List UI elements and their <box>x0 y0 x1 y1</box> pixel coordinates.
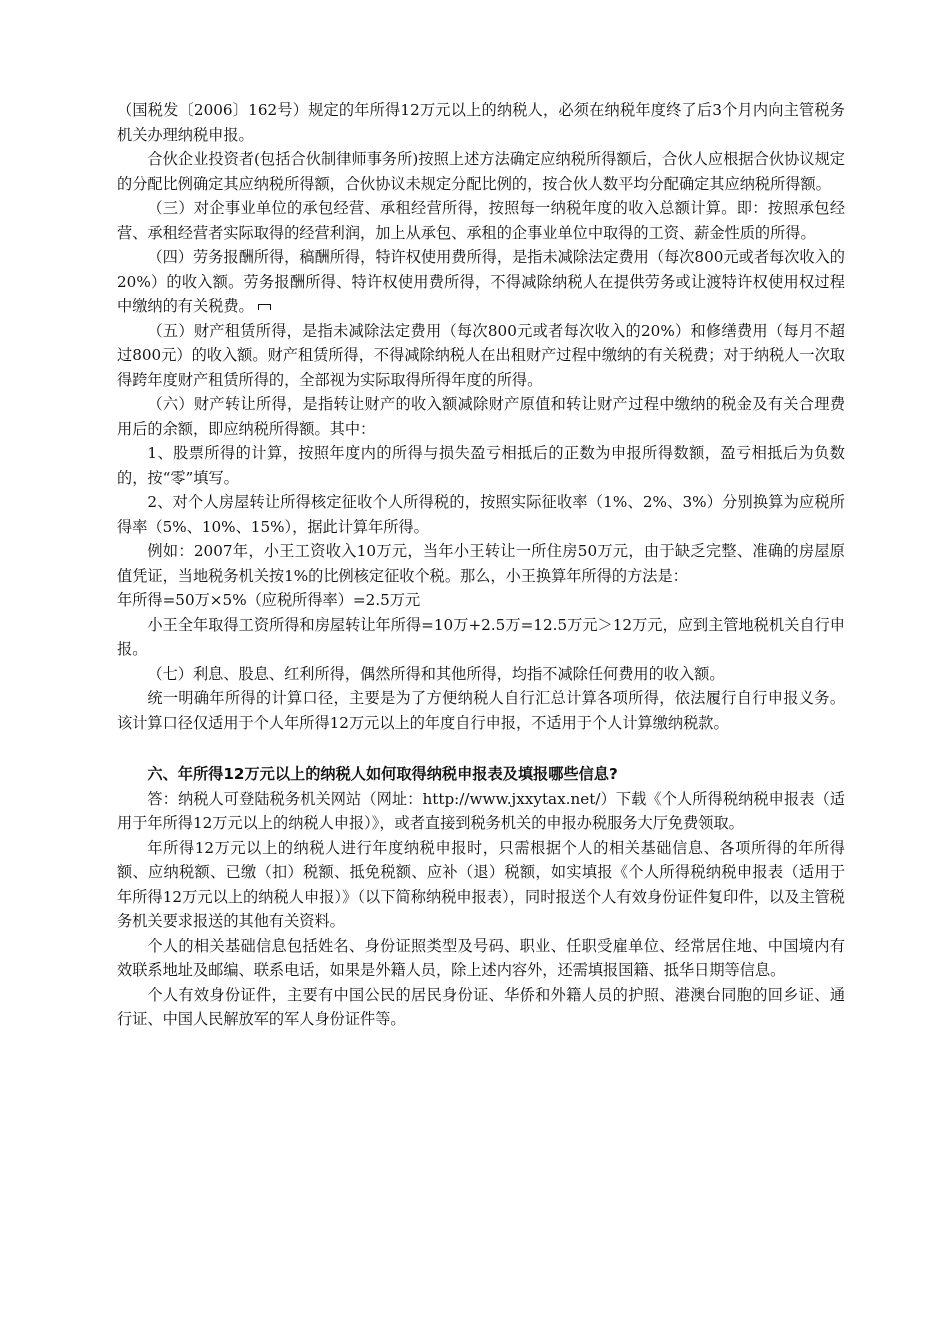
paragraph-item-6: （六）财产转让所得，是指转让财产的收入额减除财产原值和转让财产过程中缴纳的税金及有关合理费用后的余额，即应纳税所得额。其中： <box>117 395 845 438</box>
paragraph-item-4 <box>117 245 845 319</box>
paragraph-item-5: （五）财产租赁所得，是指未减除法定费用（每次800元或者每次收入的20%）和修缮费用（每月不超过800元）的收入额。财产租赁所得，不得减除纳税人在出租财产过程中缴纳的有关税费；对于纳税人一次取得跨年度财产租赁所得的，全部视为实际取得所得年度的所得。 <box>117 321 845 389</box>
paragraph-item-7: （七）利息、股息、红利所得，偶然所得和其他所得，均指不减除任何费用的收入额。 <box>147 664 725 683</box>
paragraph-formula: 年所得=50万×5%（应税所得率）=2.5万元 <box>117 591 421 609</box>
paragraph-item-6-1: 1、股票所得的计算，按照年度内的所得与损失盈亏相抵后的正数为申报所得数额，盈亏相抵后为负数的，按“零”填写。 <box>117 444 845 487</box>
section-paragraph-basic-info: 个人的相关基础信息包括姓名、身份证照类型及号码、职业、任职受雇单位、经常居住地、中国境内有效联系地址及邮编、联系电话，如果是外籍人员，除上述内容外，还需填报国籍、抵华日期等信息。 <box>117 936 845 979</box>
section-paragraph-filing: 年所得12万元以上的纳税人进行年度纳税申报时，只需根据个人的相关基础信息、各项所得的年所得额、应纳税额、已缴（扣）税额、抵免税额、应补（退）税额，如实填报《个人所得税纳税申报表（适用于年所得12万元以上的纳税人申报）》（以下简称纳税申报表），同时报送个人有效身份证件复印件，以及主管税务机关要求报送的其他有关资料。 <box>117 838 845 930</box>
paragraph-example-result: 小王全年取得工资所得和房屋转让年所得=10万+2.5万=12.5万元＞12万元，应到主管地税机关自行申报。 <box>117 615 845 658</box>
section-paragraph-id-docs: 个人有效身份证件，主要有中国公民的居民身份证、华侨和外籍人员的护照、港澳台同胞的回乡证、通行证、中国人民解放军的军人身份证件等。 <box>117 985 845 1028</box>
paragraph-item-6-2: 2、对个人房屋转让所得核定征收个人所得税的，按照实际征收率（1%、2%、3%）分别换算为应税所得率（5%、10%、15%），据此计算年所得。 <box>117 493 845 536</box>
paragraph-example: 例如：2007年，小王工资收入10万元，当年小王转让一所住房50万元，由于缺乏完整、准确的房屋原值凭证，当地税务机关按1%的比例核定征收个税。那么，小王换算年所得的方法是： <box>117 542 845 585</box>
paragraph-item-3: （三）对企事业单位的承包经营、承租经营所得，按照每一纳税年度的收入总额计算。即：按照承包经营、承租经营者实际取得的经营利润，加上从承包、承租的企事业单位中取得的工资、薪金性质的所得。 <box>117 199 845 242</box>
section-heading: 六、年所得12万元以上的纳税人如何取得纳税申报表及填报哪些信息? <box>147 765 618 783</box>
annotation-mark-icon <box>258 304 271 310</box>
paragraph-item-4-text: （四）劳务报酬所得，稿酬所得，特许权使用费所得，是指未减除法定费用（每次800元或者每次收入的20%）的收入额。劳务报酬所得、特许权使用费所得，不得减除纳税人在提供劳务或让渡特许权使用权过程中缴纳的有关税费。 <box>117 248 845 315</box>
paragraph-summary: 统一明确年所得的计算口径，主要是为了方便纳税人自行汇总计算各项所得，依法履行自行申报义务。该计算口径仅适用于个人年所得12万元以上的年度自行申报，不适用于个人计算缴纳税款。 <box>117 689 845 732</box>
paragraph-partnership: 合伙企业投资者(包括合伙制律师事务所)按照上述方法确定应纳税所得额后，合伙人应根据合伙协议规定的分配比例确定其应纳税所得额，合伙协议未规定分配比例的，按合伙人数平均分配确定其应纳税所得额。 <box>117 150 845 193</box>
document-page <box>117 98 845 1032</box>
section-paragraph-answer: 答：纳税人可登陆税务机关网站（网址：http://www.jxxytax.net/）下载《个人所得税纳税申报表（适用于年所得12万元以上的纳税人申报）》，或者直接到税务机关的申报办税服务大厅免费领取。 <box>117 789 845 832</box>
paragraph-1: （国税发〔2006〕162号）规定的年所得12万元以上的纳税人，必须在纳税年度终了后3个月内向主管税务机关办理纳税申报。 <box>117 101 845 144</box>
